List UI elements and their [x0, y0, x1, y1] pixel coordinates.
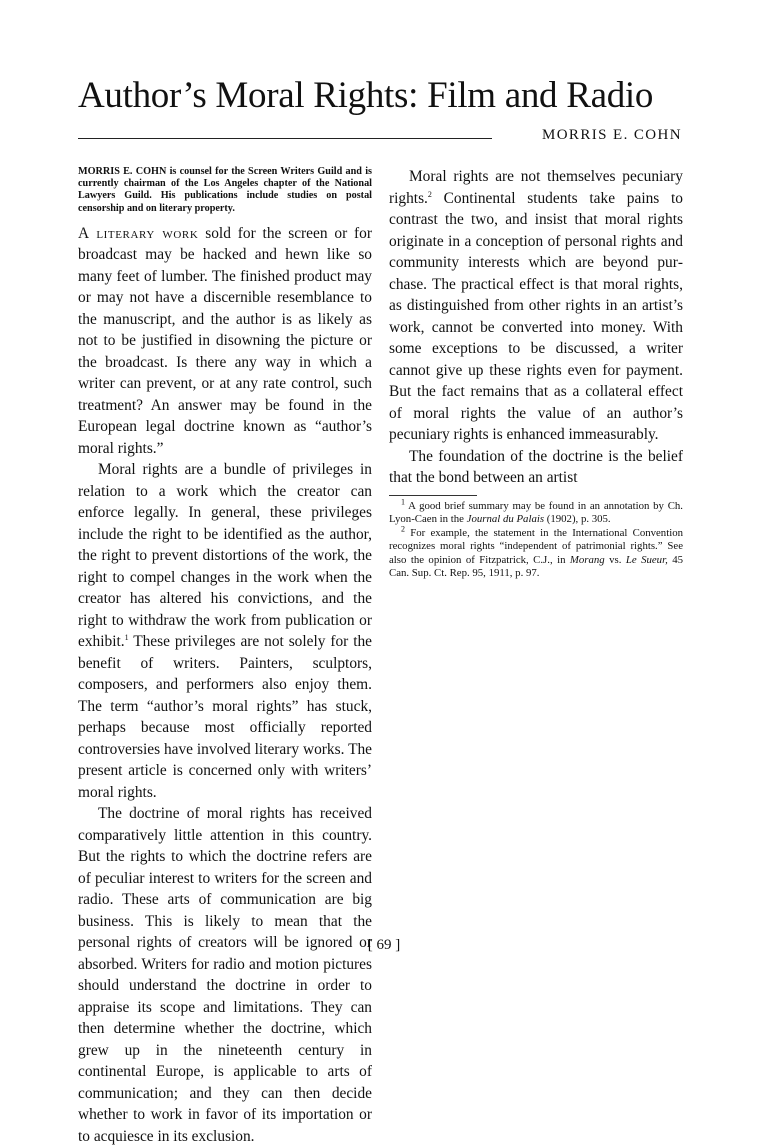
bio-text: is counsel for the Screen Writers Guild and is currently chairman of the Los Angeles chapter of the National Lawyers Guild. His publications include studies on postal censorship and on literary property.	[78, 166, 373, 214]
title-rule	[78, 138, 492, 139]
citation-title: Journal du Palais	[466, 513, 545, 526]
author-bio	[78, 166, 372, 215]
article-title: Author’s Moral Rights: Film and Radio	[78, 75, 654, 116]
bio-name: MORRIS E. COHN	[78, 166, 167, 177]
paragraph-2	[78, 459, 372, 803]
paragraph-text: sold for the screen or for broadcast may be hacked and hewn like so many feet of lumber. The finished product may or may not have a discernible resemblance to the manuscript, and the author is as likely as not to be justified in disowning the picture or the broadcast. Is there any way in which a writer can prevent, or at any rate control, such treatment? An answer may be found in the European legal doctrine known as “author’s moral rights.”	[78, 224, 373, 457]
footnote-number: 2	[401, 524, 405, 534]
paragraph-text-cont: Continental students take pains to contrast the two, and insist that moral rights originate in a conception of personal rights and community interests which are beyond purchase. The practical effect is that moral rights, as distinguished from other rights in an artist’s work, cannot be converted into money. With some exceptions to be discussed, a writer cannot give up these rights even for payment. But the fact remains that as a collateral effect of moral rights the value of an author’s pecuniary rights is enhanced immeasurably.	[389, 189, 683, 443]
page-number: [ 69 ]	[367, 937, 401, 953]
case-name: Morang	[569, 553, 605, 566]
paragraph-5	[389, 446, 683, 489]
column-right	[389, 166, 683, 581]
footnote-rule	[389, 495, 477, 496]
footnote-text: For example, the statement in the International Convention recognizes moral rights “independent of patrimonial rights.” See also the opinion of Fitzpatrick, C.J., in	[389, 526, 683, 566]
paragraph-text: The foundation of the doctrine is the belief that the bond between an artist	[389, 447, 683, 486]
footnote-2	[389, 524, 684, 581]
paragraph-3	[78, 803, 372, 1147]
footnote-ref-1: 1	[124, 633, 129, 643]
paragraph-4	[389, 166, 683, 446]
footnote-text: (1902), p. 305.	[544, 513, 611, 526]
paragraph-1	[78, 223, 372, 460]
author-name: MORRIS E. COHN	[541, 127, 682, 143]
case-name: Le Sueur,	[625, 553, 668, 566]
footnote-text: A good brief summary may be found in an annotation by Ch. Lyon-Caen in the	[389, 499, 683, 526]
byline	[78, 127, 682, 147]
column-left	[78, 166, 372, 1147]
paragraph-lead: A literary work	[78, 224, 199, 242]
footnote-text: vs.	[604, 553, 626, 566]
footnote-ref-2: 2	[427, 189, 432, 199]
paragraph-text: The doctrine of moral rights has received comparatively little attention in this country. But the rights to which the doctrine refers are of peculiar interest to writers for the screen and radio. These arts of communication are big business. This is likely to mean that the personal rights of creators will be ignored or absorbed. Writers for radio and motion pictures should understand the doctrine in order to appraise its scope and limitations. They can then determine whether the doctrine, which grew up in the nineteenth century in continental Europe, is applicable to arts of communication; and they can then decide whether to work in favor of its importation or to acquiesce in its exclusion.	[78, 805, 372, 1145]
paragraph-text-cont: These privileges are not solely for the benefit of writers. Painters, sculptors, composers, and performers also enjoy them. The term “author’s moral rights” has stuck, perhaps because most officially reported controversies have involved literary works. The present article is concerned only with writers’ moral rights.	[78, 633, 372, 801]
paragraph-text: Moral rights are a bundle of privileges in relation to a work which the creator can enforce legally. In general, these privileges include the right to be identified as the author, the right to prevent distortions of the work, the right to compel changes in the work when the creator has altered his convictions, and the right to withdraw the work from publication or exhibit.	[78, 461, 372, 651]
footnote-text: 45 Can. Sup. Ct. Rep. 95, 1911, p. 97.	[389, 553, 684, 580]
footnote-1	[389, 496, 683, 527]
paragraph-text: Moral rights are not themselves pecuniary rights.	[389, 168, 683, 207]
footnote-number: 1	[401, 496, 405, 506]
